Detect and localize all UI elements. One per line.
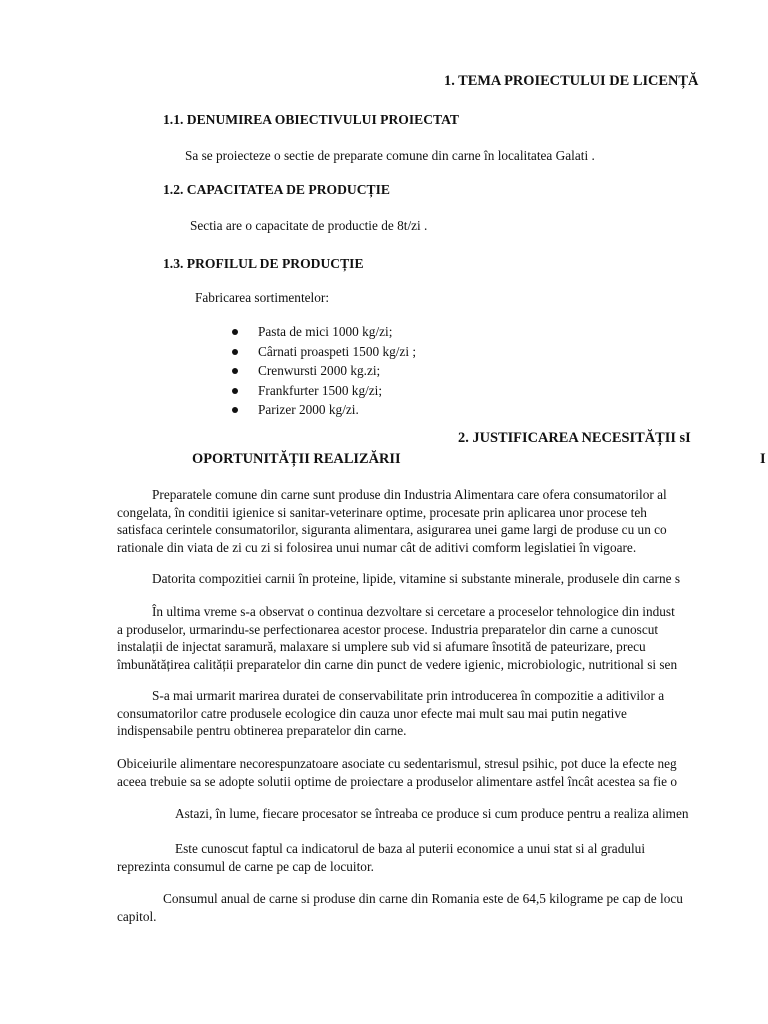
paragraph-6: Astazi, în lume, fiecare procesator se întreaba ce produce si cum produce pentru a realiza alimen <box>175 806 689 821</box>
list-item: Frankfurter 1500 kg/zi; <box>230 381 416 401</box>
paragraph-4: S-a mai urmarit marirea duratei de conservabilitate prin introducerea în compozitie a aditivilor a consumatorilor catre produsele ecologice din cauza unor efecte mai mult sau mai putin negative indispensabile pentru obtinerea preparatelor din carne. <box>117 688 665 738</box>
chapter-2-heading-line1: 2. JUSTIFICAREA NECESITĂȚII sI <box>458 430 691 446</box>
bullet-icon <box>232 329 238 335</box>
chapter-2-heading-fragment: I <box>760 451 766 467</box>
paragraph-3: În ultima vreme s-a observat o continua dezvoltare si cercetare a proceselor tehnologice din indust a produselor, urmarindu-se perfectionarea acestor procese. Industria preparatelor din carne a cunoscut instalații de injectat saramură, malaxare si umplere sub vid si afumare însotită de pateurizare, precu îmbunătățirea calității preparatelor din carne din punct de vedere igienic, microbiologic, nutritional si sen <box>117 604 678 672</box>
section-1-1-text: Sa se proiecteze o sectie de preparate comune din carne în localitatea Galati . <box>185 148 595 163</box>
paragraph-2: Datorita compozitiei carnii în proteine, lipide, vitamine si substante minerale, produsele din carne s <box>152 571 681 586</box>
paragraph-5: Obiceiurile alimentare necorespunzatoare asociate cu sedentarismul, stresul psihic, pot duce la efecte neg aceea trebuie sa se adopte solutii optime de proiectare a produselor alimentare astfel încât acestea sa fie o <box>117 756 678 789</box>
section-1-1-title: 1.1. DENUMIREA OBIECTIVULUI PROIECTAT <box>163 112 459 127</box>
section-1-3-intro: Fabricarea sortimentelor: <box>195 290 330 305</box>
paragraph-1: Preparatele comune din carne sunt produse din Industria Alimentara care ofera consumatorilor al congelata, în conditii igienice si sanitar-veterinare optime, procesate prin aplicarea unor procese teh satisfaca cerintele consumatorilor, siguranta alimentara, asigurarea unei game largi de produse cu un co rationale din viata de zi cu zi si folosirea unui numar cât de aditivi comform legislatiei în vigoare. <box>117 487 667 555</box>
product-list <box>230 322 416 420</box>
paragraph-8: Consumul anual de carne si produse din carne din Romania este de 64,5 kilograme pe cap de locu capitol. <box>117 891 683 924</box>
section-1-3-title: 1.3. PROFILUL DE PRODUCȚIE <box>163 256 364 271</box>
bullet-icon <box>232 407 238 413</box>
list-item: Pasta de mici 1000 kg/zi; <box>230 322 416 342</box>
section-1-2-title: 1.2. CAPACITATEA DE PRODUCȚIE <box>163 182 390 197</box>
paragraph-7: Este cunoscut faptul ca indicatorul de baza al puterii economice a unui stat si al gradului reprezinta consumul de carne pe cap de locuitor. <box>117 841 646 874</box>
bullet-icon <box>232 368 238 374</box>
section-1-2-text: Sectia are o capacitate de productie de 8t/zi . <box>190 218 428 233</box>
list-item: Crenwursti 2000 kg.zi; <box>230 361 416 381</box>
bullet-icon <box>232 388 238 394</box>
chapter-1-heading: 1. TEMA PROIECTULUI DE LICENȚĂ <box>444 73 699 89</box>
bullet-icon <box>232 349 238 355</box>
chapter-2-heading-line2: OPORTUNITĂȚII REALIZĂRII <box>192 451 401 467</box>
list-item: Parizer 2000 kg/zi. <box>230 400 416 420</box>
list-item: Cârnati proaspeti 1500 kg/zi ; <box>230 342 416 362</box>
